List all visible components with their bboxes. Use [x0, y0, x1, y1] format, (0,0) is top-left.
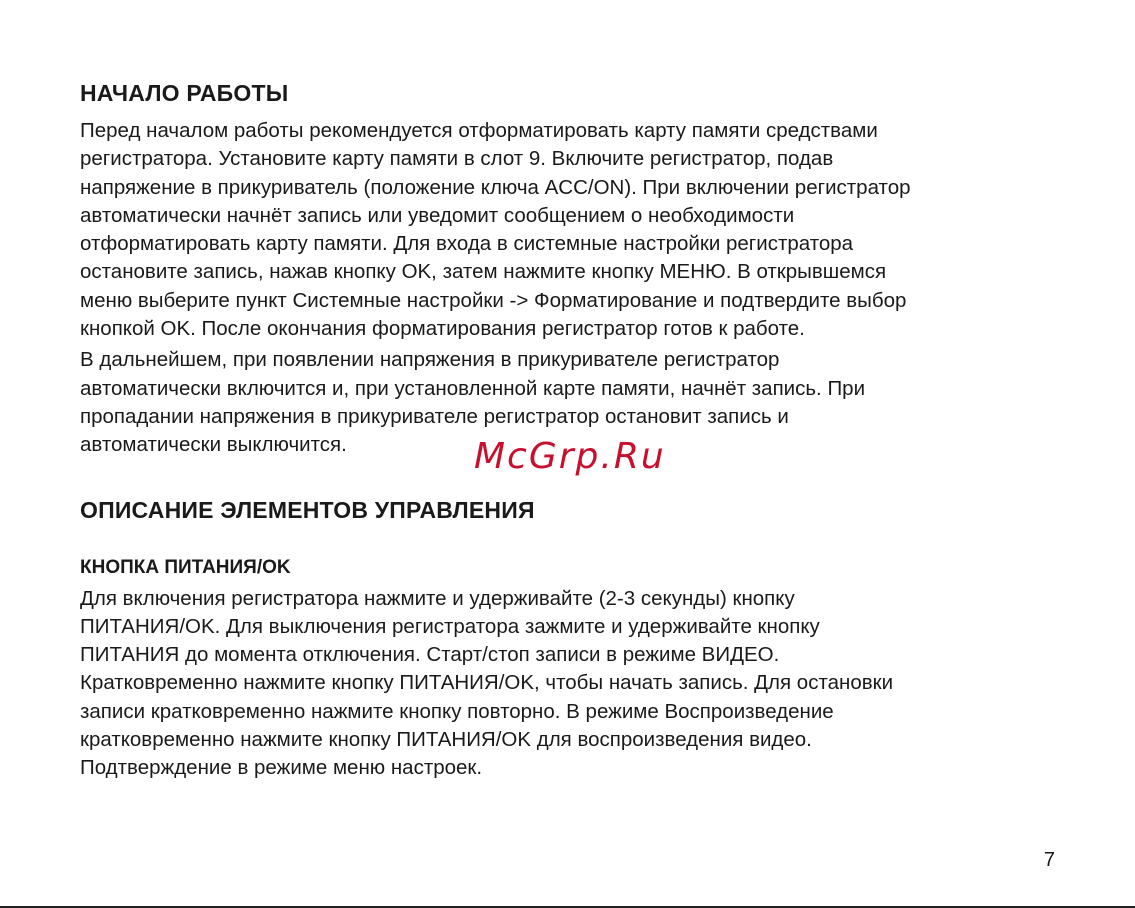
- page-content: [80, 78, 1080, 783]
- power-button-paragraph: [80, 585, 1080, 783]
- text-line: автоматически включится и, при установленной карте памяти, начнёт запись. При: [80, 376, 866, 400]
- text-line: записи кратковременно нажмите кнопку повторно. В режиме Воспроизведение: [80, 699, 834, 723]
- text-line: кнопкой OK. После окончания форматирования регистратор готов к работе.: [80, 317, 805, 341]
- text-line: В дальнейшем, при появлении напряжения в прикуривателе регистратор: [80, 348, 780, 372]
- getting-started-paragraph-1: [80, 117, 1080, 343]
- text-line: меню выберите пункт Системные настройки -> Форматирование и подтвердите выбор: [80, 288, 907, 312]
- text-line: ПИТАНИЯ до момента отключения. Старт/стоп записи в режиме ВИДЕО.: [80, 643, 780, 667]
- section-title-getting-started: НАЧАЛО РАБОТЫ: [80, 80, 289, 106]
- text-line: отформатировать карту памяти. Для входа в системные настройки регистратора: [80, 232, 854, 256]
- text-line: пропадании напряжения в прикуривателе регистратор остановит запись и: [80, 404, 789, 428]
- page-number: 7: [1043, 849, 1055, 871]
- text-line: автоматически начнёт запись или уведомит сообщением о необходимости: [80, 203, 795, 227]
- section-title-controls: ОПИСАНИЕ ЭЛЕМЕНТОВ УПРАВЛЕНИЯ: [80, 496, 535, 523]
- text-line: регистратора. Установите карту памяти в слот 9. Включите регистратор, подав: [80, 147, 834, 171]
- watermark-text: McGrp.Ru: [474, 436, 666, 477]
- text-line: кратковременно нажмите кнопку ПИТАНИЯ/OK для воспроизведения видео.: [80, 728, 812, 752]
- subsection-title-power-button: КНОПКА ПИТАНИЯ/OK: [80, 556, 291, 578]
- text-line: автоматически выключится.: [80, 433, 347, 457]
- text-line: Кратковременно нажмите кнопку ПИТАНИЯ/OK, чтобы начать запись. Для остановки: [80, 671, 894, 695]
- text-line: напряжение в прикуриватель (положение ключа ACC/ON). При включении регистратор: [80, 175, 911, 199]
- text-line: Подтверждение в режиме меню настроек.: [80, 756, 483, 780]
- text-line: ПИТАНИЯ/OK. Для выключения регистратора зажмите и удерживайте кнопку: [80, 614, 820, 638]
- text-line: остановите запись, нажав кнопку OK, затем нажмите кнопку МЕНЮ. В открывшемся: [80, 260, 887, 284]
- text-line: Для включения регистратора нажмите и удерживайте (2-3 секунды) кнопку: [80, 586, 795, 610]
- text-line: Перед началом работы рекомендуется отформатировать карту памяти средствами: [80, 119, 878, 142]
